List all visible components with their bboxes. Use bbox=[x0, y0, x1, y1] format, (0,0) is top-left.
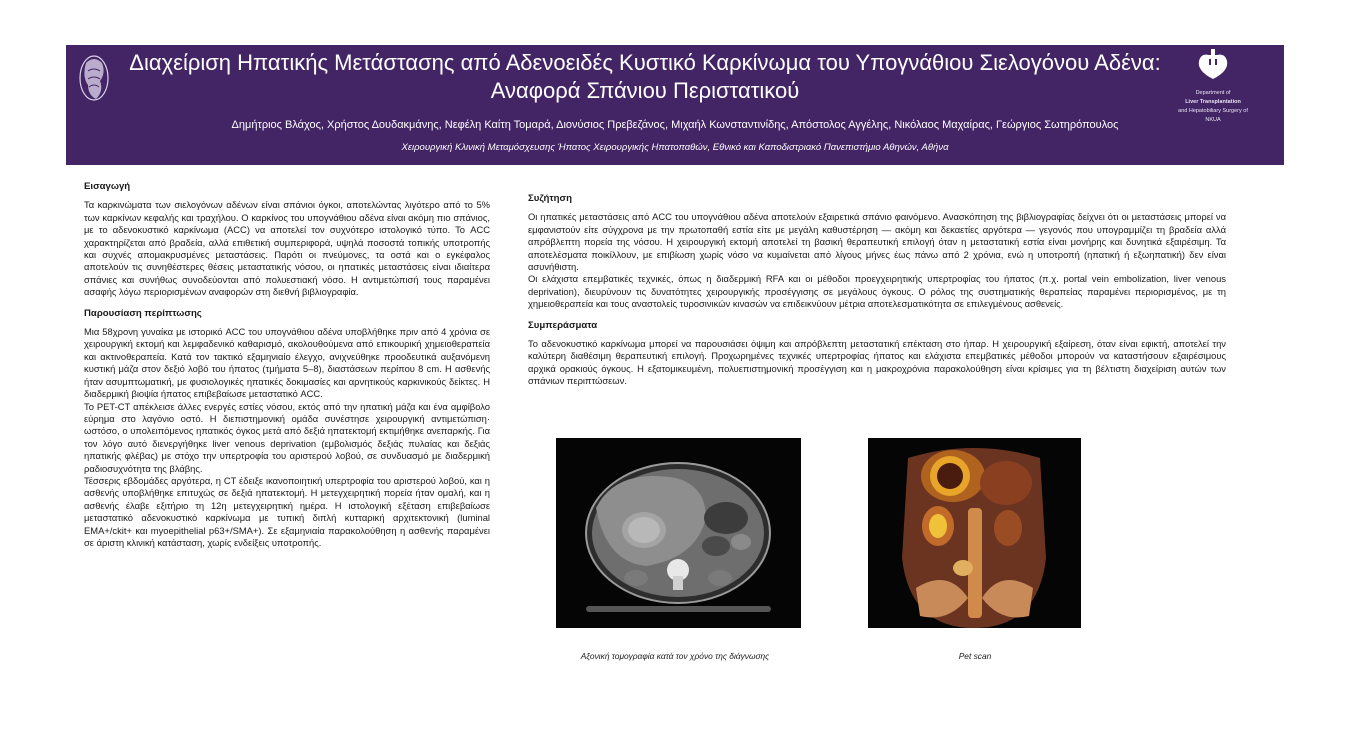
right-column bbox=[528, 193, 1226, 388]
discussion-paragraph-1: Οι ηπατικές μεταστάσεις από ACC του υπογνάθιου αδένα αποτελούν εξαιρετικά σπάνιο φαινόμενο. Ανασκόπηση της βιβλιογραφίας δείχνει ότι οι μεταστάσεις μπορεί να εμφανιστούν είτε σύγχρονα με την πρωτοπαθή εστία είτε με μεγάλη καθυστέρηση — ακόμη και δεκαετίες αργότερα — γεγονός που υπογραμμίζει τη βραδεία αλλά απρόβλεπτη πορεία της νόσου. Η χειρουργική εκτομή αποτελεί τη βασική θεραπευτική επιλογή όταν η μεταστατική εστία είναι μονήρης και δυνητικά εξαιρέσιμη. Τα αποτελέσματα ποικίλλουν, με επιβίωση χωρίς νόσο να κυμαίνεται από λίγους μήνες έως πάνω από 2 χρόνια, ενώ η υποτροπή (ηπατική ή εξωηπατική) δεν είναι ασυνήθιστη. bbox=[528, 211, 1226, 273]
intro-heading: Εισαγωγή bbox=[84, 181, 131, 192]
department-logo-text-1: Department of bbox=[1195, 90, 1231, 96]
conclusions-heading: Συμπεράσματα bbox=[528, 319, 598, 331]
case-heading: Παρουσίαση περίπτωσης bbox=[84, 307, 202, 319]
discussion-heading: Συζήτηση bbox=[528, 193, 572, 204]
author-list: Δημήτριος Βλάχος, Χρήστος Δουδακμάνης, Νεφέλη Καίτη Τομαρά, Διονύσιος Πρεβεζάνος, Μιχαήλ Κωνσταντινίδης, Απόστολος Αγγέλης, Νικόλαος Μαχαίρας, Γεώργιος Σωτηρόπουλος bbox=[231, 119, 1119, 131]
header-banner bbox=[66, 45, 1284, 165]
left-column bbox=[84, 181, 490, 549]
department-logo-text-4: NKUA bbox=[1205, 117, 1221, 123]
ct-scan-image bbox=[556, 438, 801, 628]
university-logo-icon bbox=[76, 51, 112, 105]
department-logo-text-2: Liver Transplantation bbox=[1185, 99, 1241, 105]
conclusions-text: Το αδενοκυστικό καρκίνωμα μπορεί να παρουσιάσει όψιμη και απρόβλεπτη μεταστατική επέκταση στο ήπαρ. Η χειρουργική εξαίρεση, όταν είναι εφικτή, αποτελεί την καλύτερη διαθέσιμη θεραπευτική επιλογή. Προχωρημένες τεχνικές υπερτροφίας ήπατος και ελάχιστα επεμβατικές μέθοδοι μπορούν να καταστήσουν εξαιρέσιμους αρχικά ορακιούς όγκους. Η εξατομικευμένη, πολυεπιστημονική προσέγγιση και η μακροχρόνια παρακολούθηση είναι κρίσιμες για τη βέλτιστη διαχείριση αυτών των σπάνιων περιπτώσεων. bbox=[528, 338, 1226, 387]
department-logo-text-3: and Hepatobiliary Surgery of bbox=[1178, 108, 1248, 114]
poster-title: Διαχείριση Ηπατικής Μετάστασης από Αδενοειδές Κυστικό Καρκίνωμα του Υπογνάθιου Σιελογόνου Αδένα: Αναφορά Σπάνιου Περιστατικού bbox=[129, 50, 1161, 103]
ct-caption: Αξονική τομογραφία κατά τον χρόνο της διάγνωσης bbox=[580, 651, 770, 661]
department-logo-icon bbox=[1193, 49, 1233, 83]
case-paragraph-1: Μια 58χρονη γυναίκα με ιστορικό ACC του υπογνάθιου αδένα υποβλήθηκε πριν από 4 χρόνια σε χειρουργική εκτομή και λεμφαδενικό καθαρισμό, ακολουθούμενα από επικουρική χημειοθεραπεία και ακτινοθεραπεία. Κατά τον τακτικό εξαμηνιαίο έλεγχο, ανιχνεύθηκε προοδευτικά αυξανόμενη κυστική μάζα στον δεξιό λοβό του ήπατος (τμήματα 5–8), διαστάσεων περίπου 8 cm. Η ασθενής ήταν ασυμπτωματική, με φυσιολογικές ηπατικές δοκιμασίες και αρνητικούς καρκινικούς δείκτες. Η διαδερμική βιοψία ήπατος επιβεβαίωσε μεταστατικό ACC. bbox=[84, 326, 490, 400]
case-paragraph-2: Το PET-CT απέκλεισε άλλες ενεργές εστίες νόσου, εκτός από την ηπατική μάζα και ένα αμφίβολο εύρημα στο λαγόνιο οστό. Η διεπιστημονική ομάδα συνέστησε χειρουργική αντιμετώπιση· ωστόσο, ο υπολειπόμενος ηπατικός όγκος μετά από δεξιά ηπατεκτομή εκτιμήθηκε ανεπαρκής. Για τον λόγο αυτό διενεργήθηκε liver venous deprivation (εμβολισμός δεξιάς πυλαίας και δεξιάς ηπατικής φλέβας) με στόχο την υπερτροφία του αριστερού λοβού, σε συνδυασμό με διαδερμική ραδιοσυχνότητα της βλάβης. bbox=[84, 400, 490, 474]
department-logo bbox=[1158, 49, 1268, 129]
intro-text: Τα καρκινώματα των σιελογόνων αδένων είναι σπάνιοι όγκοι, αποτελώντας λιγότερο από το 5% των καρκίνων κεφαλής και τραχήλου. Ο καρκίνος του υπογνάθιου αδένα είναι ακόμη πιο σπάνιος, με το αδενοκυστικό καρκίνωμα (ACC) να αποτελεί τον συχνότερο ιστολογικό τύπο. Το ACC χαρακτηρίζεται από βραδεία, αλλά επιθετική συμπεριφορά, υψηλά ποσοστά τοπικής υποτροπής και συχνές απομακρυσμένες μεταστάσεις. Παρότι οι πνεύμονες, τα οστά και ο εγκέφαλος αποτελούν τις συνηθέστερες θέσεις μεταστατικής νόσου, οι ηπατικές μεταστάσεις είναι ιδιαίτερα σπάνιες και συνήθως συνοδεύονται από πολυεστιακή νόσο. Η αντιμετώπισή τους παραμένει ασαφής λόγω περιορισμένων αναφορών στη διεθνή βιβλιογραφία. bbox=[84, 199, 490, 298]
pet-caption: Pet scan bbox=[958, 651, 992, 661]
pet-scan-image bbox=[868, 438, 1081, 628]
discussion-paragraph-2: Οι ελάχιστα επεμβατικές τεχνικές, όπως η διαδερμική RFA και οι μέθοδοι προεγχειρητικής υπερτροφίας του ήπατος (π.χ. portal vein embolization, liver venous deprivation), διευρύνουν τις δυνατότητες χειρουργικής προσέγγισης σε μεγάλους όγκους. Ο ρόλος της συστηματικής θεραπείας παραμένει περιορισμένος, με τη χημειοθεραπεία και τους αναστολείς τυροσινικών κινασών να επιδεικνύουν μέτρια αποτελεσματικότητα σε επιλεγμένους ασθενείς. bbox=[528, 273, 1226, 310]
affiliation: Χειρουργική Κλινική Μεταμόσχευσης Ήπατος Χειρουργικής Ηπατοπαθών, Εθνικό και Καποδιστριακό Πανεπιστήμιο Αθηνών, Αθήνα bbox=[401, 142, 949, 153]
case-paragraph-3: Τέσσερις εβδομάδες αργότερα, η CT έδειξε ικανοποιητική υπερτροφία του αριστερού λοβού, και η ασθενής υποβλήθηκε επιτυχώς σε δεξιά ηπατεκτομή. Η μετεγχειρητική πορεία ήταν ομαλή, και η ασθενής έλαβε εξιτήριο τη 12η μετεγχειρητική ημέρα. Η ιστολογική εξέταση επιβεβαίωσε μεταστατικό αδενοκυστικό καρκίνωμα με τυπική διπλή κυτταρική αρχιτεκτονική (luminal EMA+/ckit+ και myoepithelial p63+/SMA+). Σε εξαμηνιαία παρακολούθηση η ασθενής παραμένει σε άριστη κλινική κατάσταση, χωρίς ενδείξεις υποτροπής. bbox=[84, 474, 490, 548]
